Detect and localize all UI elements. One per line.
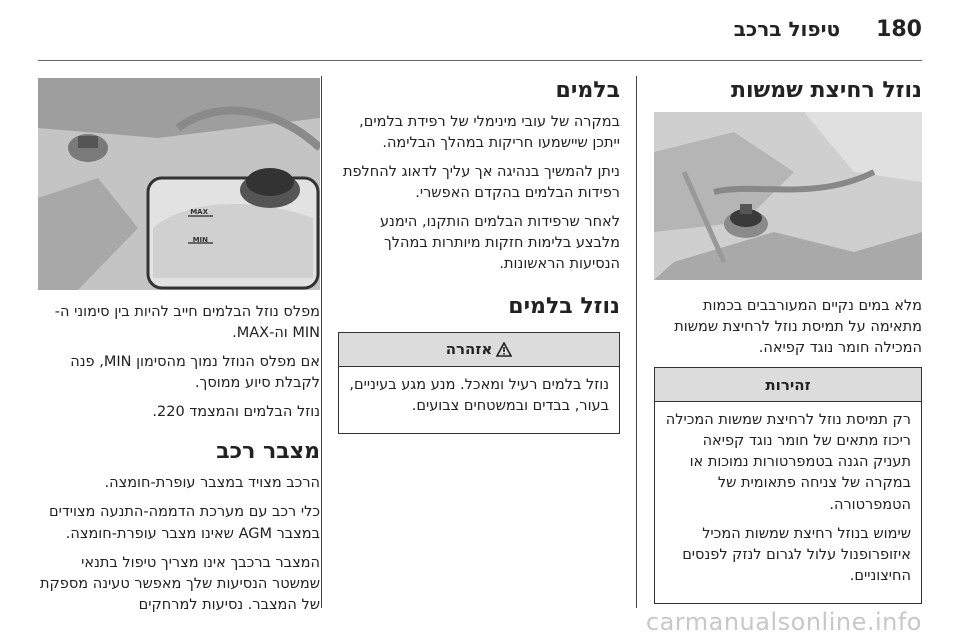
caution-text-1: רק תמיסת נוזל לרחיצת שמשות המכילה ריכוז מתאים של חומר נוגד קפיאה תעניק הגנה בטמפרטורות נמוכות או במקרה של צניחה פתאומית של הטמפרטורה.	[665, 412, 911, 513]
caution-box	[654, 367, 922, 603]
watermark: carmanualsonline.info	[645, 608, 922, 636]
min-label: MIN	[192, 236, 208, 244]
brakes-text-1: במקרה של עובי מינימלי של רפידת בלמים, ייתכן שיישמעו חריקות במהלך הבלימה.	[359, 114, 620, 152]
warning-box	[338, 332, 620, 434]
column-divider-right	[636, 76, 637, 608]
washer-fluid-text: מלא במים נקיים המעורבבים בכמות מתאימה על תמיסת נוזל לרחיצת שמשות המכילה חומר נוגד קפיאה.	[674, 298, 922, 357]
caution-text-2: שימוש בנוזל רחיצת שמשות המכיל איזופרופנול עלול לגרום לנזק לפנסים החיצוניים.	[682, 525, 911, 584]
brake-fluid-low-text: אם מפלס הנוזל נמוך מהסימון MIN, פנה לקבלת סיוע ממוסך.	[70, 354, 320, 392]
caution-title: זהירות	[655, 368, 921, 402]
column-divider-left	[321, 76, 322, 608]
warning-title-row	[339, 333, 619, 367]
column-brake-fluid-battery	[38, 78, 320, 624]
battery-text-1: הרכב מצויד במצבר עופרת-חומצה.	[104, 475, 320, 492]
battery-heading: מצבר רכב	[216, 439, 320, 465]
warning-triangle-icon	[496, 342, 512, 357]
battery-text-3: המצבר ברכבך אינו מצריך טיפול בתנאי שמשטר הנסיעות שלך מאפשר טעינה מספקת של המצבר. נסיעות למרחקים	[39, 554, 320, 613]
page-title: טיפול ברכב	[733, 17, 841, 41]
battery-text-2: כלי רכב עם מערכת הדממה-התנעה מצוידים במצבר AGM שאינו מצבר עופרת-חומצה.	[48, 504, 320, 542]
max-label: MAX	[190, 208, 208, 216]
page-header	[38, 10, 922, 48]
column-washer-fluid	[654, 78, 922, 604]
washer-fluid-heading: נוזל רחיצת שמשות	[730, 78, 922, 103]
brake-fluid-level-text: מפלס נוזל הבלמים חייב להיות בין סימוני ה-MIN וה-MAX.	[54, 304, 320, 342]
warning-title: אזהרה	[445, 340, 493, 359]
brakes-text-3: לאחר שרפידות הבלמים הותקנו, הימנע מלבצע בלימות חזקות מיותרות במהלך הנסיעות הראשונות.	[379, 214, 620, 273]
brake-fluid-heading: נוזל בלמים	[508, 293, 620, 319]
washer-reservoir-photo	[654, 112, 922, 280]
page-number: 180	[876, 16, 922, 42]
column-brakes	[338, 78, 620, 434]
brake-fluid-ref-text: נוזל הבלמים והמצמד 220.	[152, 404, 320, 421]
brake-fluid-reservoir-photo	[38, 78, 320, 290]
warning-text: נוזל בלמים רעיל ומאכל. מנע מגע בעיניים, בעור, בבדים ובמשטחים צבועים.	[349, 376, 609, 414]
brakes-heading: בלמים	[555, 78, 620, 103]
header-divider	[38, 60, 922, 61]
brakes-text-2: ניתן להמשיך בנהיגה אך עליך לדאוג להחלפת רפידות הבלמים בהקדם האפשרי.	[342, 164, 620, 202]
